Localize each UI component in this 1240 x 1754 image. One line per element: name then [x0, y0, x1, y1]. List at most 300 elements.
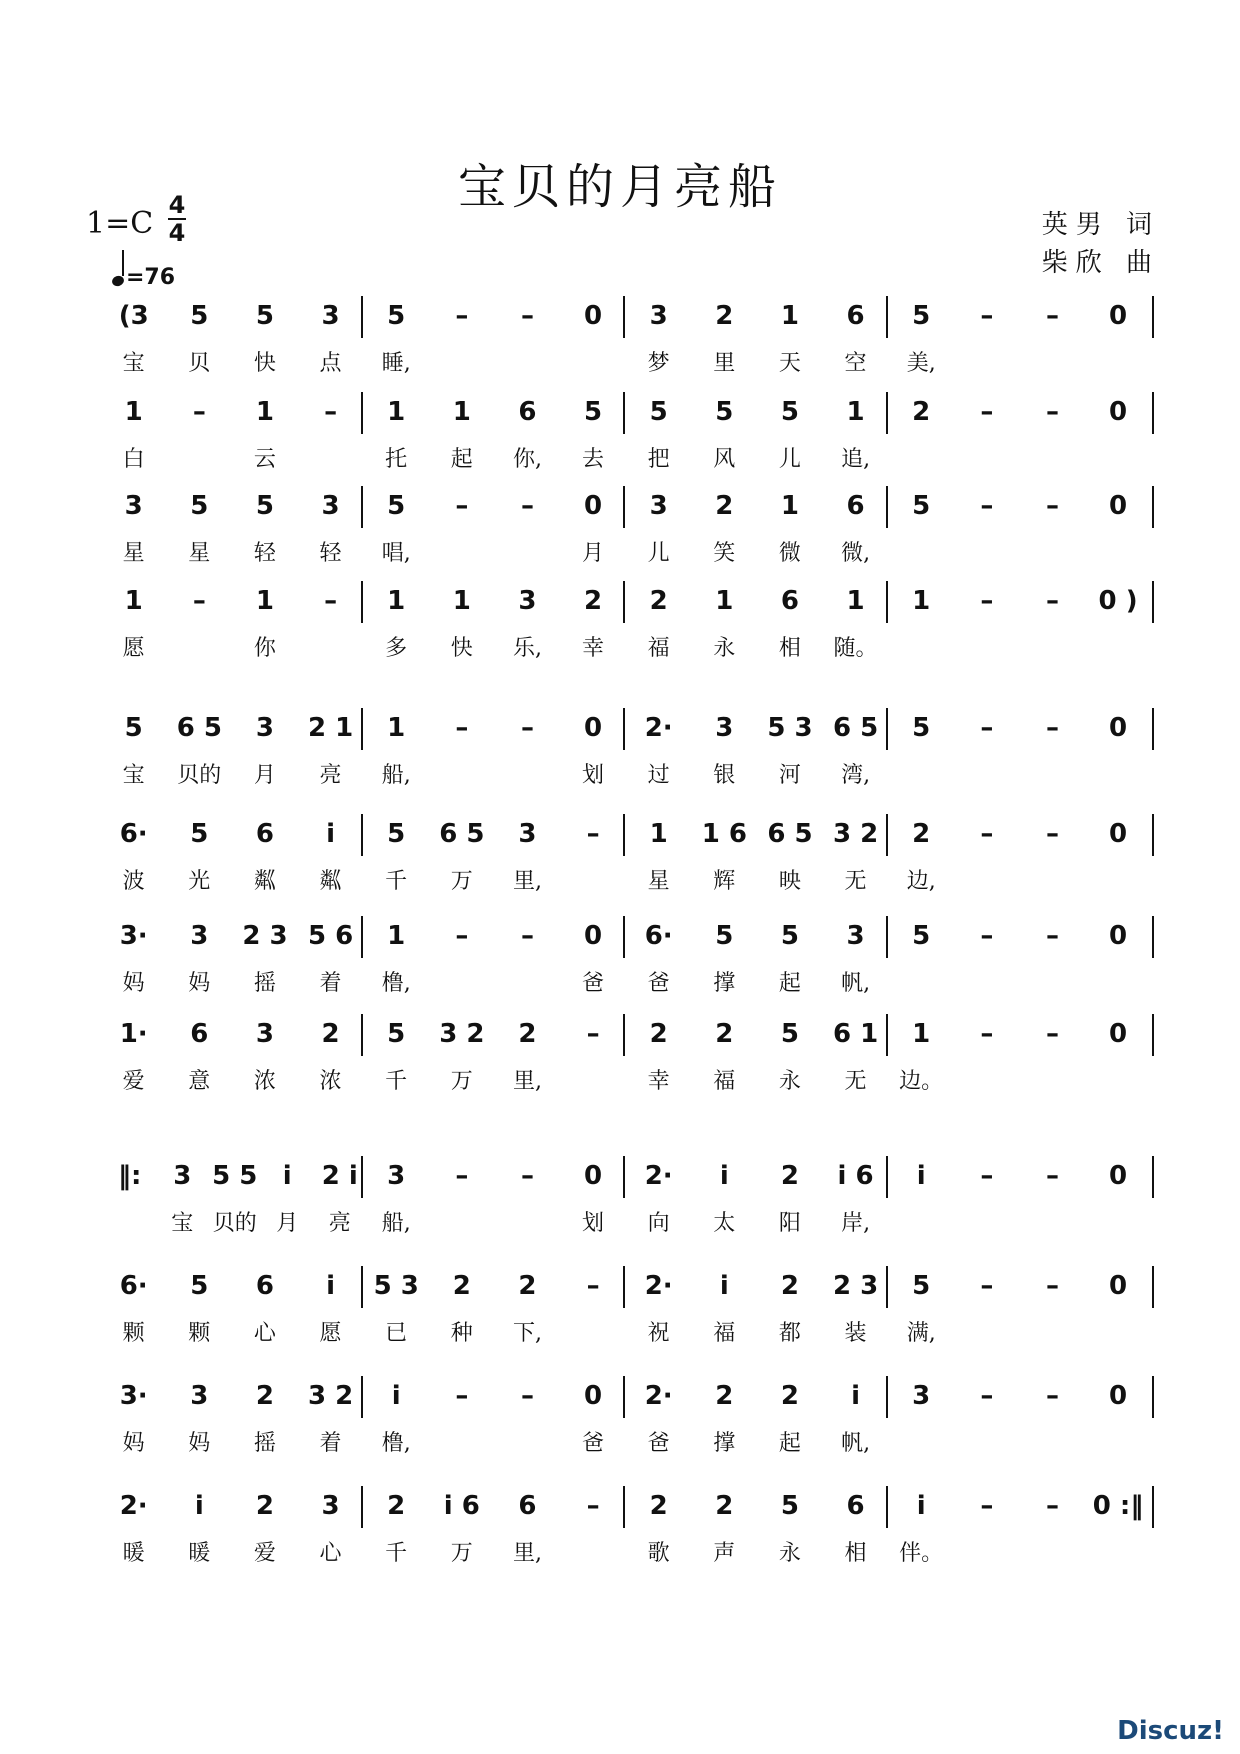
composer-credit: 柴欣 曲: [1041, 248, 1160, 278]
note: 1: [780, 491, 799, 521]
note: i: [194, 1491, 204, 1521]
lyric-syllable: 里,: [512, 1069, 542, 1094]
note: 2: [912, 819, 931, 849]
lyric-syllable: 撑: [713, 1431, 736, 1456]
sustain-dash: –: [980, 921, 994, 951]
meter-top: 4: [168, 191, 186, 219]
note: 5: [124, 713, 143, 743]
lyric-syllable: 粼: [253, 869, 276, 894]
lyric-syllable: 歌: [647, 1541, 670, 1566]
lyric-syllable: 颗: [122, 1321, 145, 1346]
note: 2: [584, 586, 603, 616]
bar-line: [1152, 296, 1154, 338]
note: 6·: [119, 819, 148, 849]
bar-line: [361, 814, 363, 856]
bar-line: [886, 1014, 888, 1056]
bar-line: [886, 1156, 888, 1198]
note: 2·: [644, 713, 673, 743]
bar-line: [361, 1376, 363, 1418]
sustain-dash: –: [980, 586, 994, 616]
lyric-syllable: 声: [713, 1541, 736, 1566]
lyric-syllable: 万: [450, 869, 473, 894]
sustain-dash: –: [980, 397, 994, 427]
lyric-syllable: 妈: [188, 1431, 211, 1456]
sustain-dash: –: [455, 491, 469, 521]
key-signature: 1=C: [86, 206, 154, 241]
notation-system: [0, 712, 1240, 752]
note: i: [282, 1161, 292, 1191]
lyric-syllable: 岸,: [841, 1211, 871, 1236]
note: 0: [1109, 1161, 1128, 1191]
note: 5: [387, 491, 406, 521]
bar-line: [1152, 392, 1154, 434]
lyric-syllable: 贝的: [177, 763, 222, 788]
bar-line: [1152, 1014, 1154, 1056]
sustain-dash: –: [1045, 1381, 1059, 1411]
lyric-syllable: 福: [713, 1321, 736, 1346]
lyric-syllable: 唱,: [381, 541, 411, 566]
sustain-dash: –: [586, 1491, 600, 1521]
lyrics-line: [0, 442, 1240, 482]
lyric-syllable: 船,: [381, 1211, 411, 1236]
sustain-dash: –: [520, 491, 534, 521]
lyric-syllable: 点: [319, 351, 342, 376]
bar-line: [361, 708, 363, 750]
bar-line: [361, 486, 363, 528]
lyric-syllable: 辉: [713, 869, 736, 894]
sustain-dash: –: [455, 1161, 469, 1191]
note: i: [719, 1271, 729, 1301]
bar-line: [623, 1014, 625, 1056]
lyric-syllable: 河: [778, 763, 801, 788]
lyrics-line: [0, 1426, 1240, 1466]
lyric-syllable: 美,: [906, 351, 936, 376]
lyric-syllable: 快: [450, 636, 473, 661]
lyric-syllable: 浓: [253, 1069, 276, 1094]
note: 2 3: [242, 921, 288, 951]
note: 5: [387, 1019, 406, 1049]
note: 0: [1109, 713, 1128, 743]
note: 3: [518, 819, 537, 849]
lyric-syllable: 星: [188, 541, 211, 566]
lyric-syllable: 你: [253, 636, 276, 661]
lyric-syllable: 把: [647, 447, 670, 472]
lyric-syllable: 星: [647, 869, 670, 894]
note: 5 3: [373, 1271, 419, 1301]
note: 3 2: [307, 1381, 354, 1411]
note: 6: [518, 1491, 537, 1521]
sustain-dash: –: [1045, 1271, 1059, 1301]
note: 2·: [644, 1161, 673, 1191]
lyric-syllable: 摇: [253, 971, 276, 996]
lyric-syllable: 多: [385, 636, 408, 661]
lyric-syllable: 起: [450, 447, 473, 472]
lyric-syllable: 永: [778, 1541, 801, 1566]
lyric-syllable: 云: [253, 447, 276, 472]
lyric-syllable: 宝: [171, 1211, 194, 1236]
note: 3: [649, 301, 668, 331]
bar-line: [623, 708, 625, 750]
note: 3: [255, 713, 274, 743]
note: 1: [387, 397, 406, 427]
sustain-dash: –: [1045, 491, 1059, 521]
bar-line: [1152, 1376, 1154, 1418]
lyric-syllable: 托: [385, 447, 408, 472]
note: 6 5: [176, 713, 222, 743]
lyric-syllable: 愿: [122, 636, 145, 661]
note: 0: [1109, 1271, 1128, 1301]
note: 2: [649, 1491, 668, 1521]
lyric-syllable: 亮: [319, 763, 342, 788]
lyric-syllable: 心: [319, 1541, 342, 1566]
lyric-syllable: 笑: [713, 541, 736, 566]
note: 0 :‖: [1092, 1491, 1144, 1521]
lyric-syllable: 爸: [647, 971, 670, 996]
note: 3: [321, 301, 340, 331]
lyrics-line: [0, 1316, 1240, 1356]
sustain-dash: –: [586, 1271, 600, 1301]
note: 5: [780, 921, 799, 951]
note: 1: [912, 1019, 931, 1049]
sustain-dash: –: [520, 921, 534, 951]
sustain-dash: –: [520, 301, 534, 331]
note: 5: [387, 301, 406, 331]
note: 0: [1109, 1019, 1128, 1049]
lyric-syllable: 已: [385, 1321, 408, 1346]
sustain-dash: –: [980, 1381, 994, 1411]
lyric-syllable: 爱: [253, 1541, 276, 1566]
lyric-syllable: 无: [844, 1069, 867, 1094]
lyric-syllable: 着: [319, 971, 342, 996]
lyric-syllable: 祝: [647, 1321, 670, 1346]
lyric-syllable: 月: [253, 763, 276, 788]
note: 6 1: [832, 1019, 879, 1049]
sustain-dash: –: [455, 713, 469, 743]
lyric-syllable: 永: [713, 636, 736, 661]
note: 3 2: [439, 1019, 485, 1049]
note: i: [391, 1381, 401, 1411]
lyric-syllable: 妈: [122, 1431, 145, 1456]
lyric-syllable: 空: [844, 351, 867, 376]
notation-system: [0, 490, 1240, 530]
note: 1: [780, 301, 799, 331]
sustain-dash: –: [520, 713, 534, 743]
note: 5 3: [767, 713, 813, 743]
lyric-syllable: 快: [253, 351, 276, 376]
note: 5: [255, 301, 274, 331]
note: i: [916, 1161, 926, 1191]
lyric-syllable: 轻: [253, 541, 276, 566]
bar-line: [1152, 581, 1154, 623]
sustain-dash: –: [980, 301, 994, 331]
note: ‖:: [118, 1161, 142, 1191]
note: 3: [649, 491, 668, 521]
sustain-dash: –: [455, 301, 469, 331]
note: 2: [255, 1491, 274, 1521]
lyrics-line: [0, 631, 1240, 671]
sustain-dash: –: [455, 921, 469, 951]
note: 3: [518, 586, 537, 616]
bar-line: [886, 1376, 888, 1418]
note: 5: [780, 397, 799, 427]
lyric-syllable: 无: [844, 869, 867, 894]
bar-line: [1152, 708, 1154, 750]
lyrics-line: [0, 966, 1240, 1006]
note: 6: [780, 586, 799, 616]
note: 1: [715, 586, 734, 616]
lyric-syllable: 福: [713, 1069, 736, 1094]
lyric-syllable: 乐,: [512, 636, 542, 661]
lyrics-line: [0, 864, 1240, 904]
lyric-syllable: 种: [450, 1321, 473, 1346]
notation-system: [0, 1018, 1240, 1058]
note: i: [851, 1381, 861, 1411]
note: 2: [715, 301, 734, 331]
watermark: Discuz!: [1117, 1716, 1224, 1746]
note: i: [326, 1271, 336, 1301]
lyric-syllable: 下,: [512, 1321, 542, 1346]
lyric-syllable: 里: [713, 351, 736, 376]
sustain-dash: –: [1045, 921, 1059, 951]
note: 0 ): [1098, 586, 1138, 616]
note: i 6: [837, 1161, 874, 1191]
bar-line: [886, 581, 888, 623]
note: 2: [387, 1491, 406, 1521]
note: 0: [584, 921, 603, 951]
note: 2: [255, 1381, 274, 1411]
lyric-syllable: 暖: [188, 1541, 211, 1566]
lyric-syllable: 起: [778, 971, 801, 996]
lyrics-line: [0, 1064, 1240, 1104]
lyric-syllable: 船,: [381, 763, 411, 788]
bar-line: [886, 296, 888, 338]
note: 0: [584, 1161, 603, 1191]
sustain-dash: –: [1045, 301, 1059, 331]
note: 3: [387, 1161, 406, 1191]
bar-line: [623, 486, 625, 528]
note: 5: [584, 397, 603, 427]
tempo-value: =76: [126, 265, 176, 290]
note: 1: [846, 586, 865, 616]
bar-line: [623, 1486, 625, 1528]
bar-line: [623, 1376, 625, 1418]
note: 2·: [119, 1491, 148, 1521]
sustain-dash: –: [455, 1381, 469, 1411]
lyric-syllable: 太: [713, 1211, 736, 1236]
note: 3: [715, 713, 734, 743]
sustain-dash: –: [192, 397, 206, 427]
bar-line: [1152, 1266, 1154, 1308]
note: 2: [321, 1019, 340, 1049]
bar-line: [361, 296, 363, 338]
bar-line: [361, 581, 363, 623]
notation-system: [0, 300, 1240, 340]
sustain-dash: –: [980, 819, 994, 849]
note: 0: [584, 301, 603, 331]
notation-system: [0, 1270, 1240, 1310]
lyric-syllable: 映: [778, 869, 801, 894]
lyric-syllable: 幸: [647, 1069, 670, 1094]
sustain-dash: –: [980, 1271, 994, 1301]
note: 5: [912, 301, 931, 331]
lyric-syllable: 心: [253, 1321, 276, 1346]
note: 2 1: [307, 713, 354, 743]
note: 3: [321, 491, 340, 521]
bar-line: [623, 814, 625, 856]
note: 1: [255, 397, 274, 427]
note: 1: [452, 586, 471, 616]
note: 6: [255, 1271, 274, 1301]
lyric-syllable: 幸: [582, 636, 605, 661]
lyric-syllable: 相: [844, 1541, 867, 1566]
bar-line: [361, 1486, 363, 1528]
note: 6: [846, 1491, 865, 1521]
lyric-syllable: 白: [122, 447, 145, 472]
lyric-syllable: 万: [450, 1541, 473, 1566]
bar-line: [886, 708, 888, 750]
note: 0: [1109, 921, 1128, 951]
note: 2: [649, 1019, 668, 1049]
bar-line: [361, 916, 363, 958]
lyric-syllable: 儿: [778, 447, 801, 472]
note: 3·: [119, 921, 148, 951]
note: 1: [912, 586, 931, 616]
note: 0: [1109, 819, 1128, 849]
note: 2: [649, 586, 668, 616]
time-signature: [168, 192, 186, 246]
lyric-syllable: 着: [319, 1431, 342, 1456]
note: 0: [584, 1381, 603, 1411]
lyric-syllable: 宝: [122, 763, 145, 788]
lyric-syllable: 轻: [319, 541, 342, 566]
sustain-dash: –: [1045, 713, 1059, 743]
note: 2·: [644, 1271, 673, 1301]
note: 1: [255, 586, 274, 616]
lyric-syllable: 划: [582, 763, 605, 788]
sustain-dash: –: [980, 1161, 994, 1191]
lyric-syllable: 追,: [841, 447, 871, 472]
bar-line: [1152, 1486, 1154, 1528]
note: 5: [912, 713, 931, 743]
note: 2: [780, 1271, 799, 1301]
note: 5: [387, 819, 406, 849]
lyric-syllable: 里,: [512, 869, 542, 894]
lyric-syllable: 向: [647, 1211, 670, 1236]
sustain-dash: –: [1045, 1019, 1059, 1049]
lyric-syllable: 贝的: [212, 1211, 257, 1236]
song-title: 宝贝的月亮船: [457, 159, 782, 215]
note: 5 5: [212, 1161, 258, 1191]
note: 6: [846, 491, 865, 521]
note: 2: [452, 1271, 471, 1301]
note: 0: [1109, 1381, 1128, 1411]
note: 1: [387, 921, 406, 951]
notation-system: [0, 920, 1240, 960]
lyric-syllable: 暖: [122, 1541, 145, 1566]
notation-system: [0, 818, 1240, 858]
sustain-dash: –: [192, 586, 206, 616]
note: 0: [1109, 397, 1128, 427]
note: 6: [255, 819, 274, 849]
lyric-syllable: 伴。: [899, 1541, 944, 1566]
sustain-dash: –: [1045, 1161, 1059, 1191]
lyrics-line: [0, 758, 1240, 798]
lyric-syllable: 爱: [122, 1069, 145, 1094]
note: 1: [846, 397, 865, 427]
sustain-dash: –: [980, 491, 994, 521]
lyric-syllable: 摇: [253, 1431, 276, 1456]
lyric-syllable: 波: [122, 869, 145, 894]
note: 5: [649, 397, 668, 427]
note: 6: [846, 301, 865, 331]
lyric-syllable: 光: [188, 869, 211, 894]
sustain-dash: –: [520, 1381, 534, 1411]
lyric-syllable: 妈: [188, 971, 211, 996]
lyric-syllable: 随。: [833, 636, 878, 661]
bar-line: [886, 486, 888, 528]
lyric-syllable: 相: [778, 636, 801, 661]
lyric-syllable: 风: [713, 447, 736, 472]
notation-system: [0, 585, 1240, 625]
lyric-syllable: 万: [450, 1069, 473, 1094]
note: 1·: [119, 1019, 148, 1049]
note: 6: [518, 397, 537, 427]
lyric-syllable: 边。: [899, 1069, 944, 1094]
note: 5: [190, 491, 209, 521]
note: 5: [912, 1271, 931, 1301]
sustain-dash: –: [324, 397, 338, 427]
note: 1: [452, 397, 471, 427]
lyric-syllable: 橹,: [381, 1431, 411, 1456]
lyric-syllable: 浓: [319, 1069, 342, 1094]
note: 1: [124, 586, 143, 616]
note: 5 6: [307, 921, 354, 951]
notation-system: [0, 1380, 1240, 1420]
lyric-syllable: 阳: [778, 1211, 801, 1236]
note: (3: [118, 301, 149, 331]
bar-line: [1152, 486, 1154, 528]
note: 1: [649, 819, 668, 849]
note: i: [719, 1161, 729, 1191]
bar-line: [886, 1266, 888, 1308]
note: i: [916, 1491, 926, 1521]
bar-line: [886, 814, 888, 856]
bar-line: [361, 392, 363, 434]
note: 0: [1109, 491, 1128, 521]
lyric-syllable: 妈: [122, 971, 145, 996]
note: 5: [715, 921, 734, 951]
sustain-dash: –: [520, 1161, 534, 1191]
note: 0: [1109, 301, 1128, 331]
note: i: [326, 819, 336, 849]
notation-system: [0, 1160, 1240, 1200]
bar-line: [623, 392, 625, 434]
note: 5: [190, 1271, 209, 1301]
note: 3: [846, 921, 865, 951]
note: 6·: [644, 921, 673, 951]
bar-line: [623, 1156, 625, 1198]
lyric-syllable: 帆,: [841, 971, 871, 996]
note: 0: [584, 491, 603, 521]
note: 1: [387, 586, 406, 616]
note: 3: [255, 1019, 274, 1049]
note: 6: [190, 1019, 209, 1049]
lyric-syllable: 永: [778, 1069, 801, 1094]
lyric-syllable: 天: [778, 351, 801, 376]
sustain-dash: –: [980, 1491, 994, 1521]
lyric-syllable: 月: [276, 1211, 299, 1236]
note: 3: [190, 1381, 209, 1411]
